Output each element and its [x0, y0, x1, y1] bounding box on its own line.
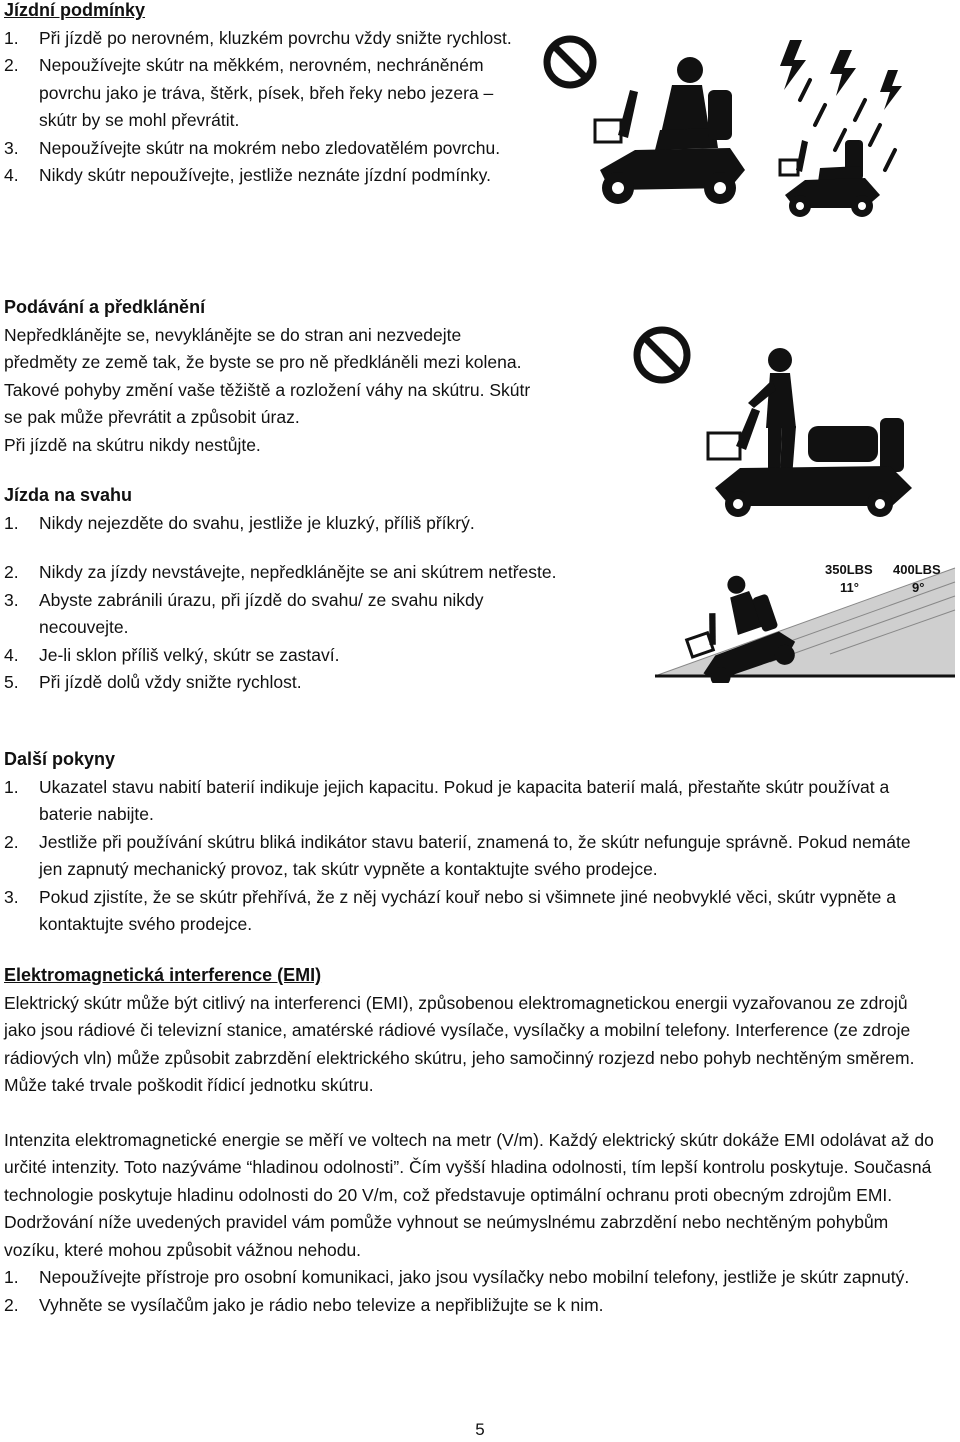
list-text: Nepoužívejte skútr na měkkém, nerovném, nechráněném povrchu jako je tráva, štěrk, písek, břeh řeky nebo jezera – skútr by se mohl převrátit. — [39, 55, 494, 130]
weight-label-b: 400LBS — [893, 562, 941, 577]
list-number: 2. — [4, 831, 19, 852]
list-text: Abyste zabránili úrazu, při jízdě do svahu/ ze svahu nikdy necouvejte. — [39, 589, 484, 637]
list-text: Při jízdě dolů vždy snižte rychlost. — [39, 672, 302, 692]
list-text: Nikdy skútr nepoužívejte, jestliže neznáte jízdní podmínky. — [39, 165, 491, 185]
slope-section — [4, 482, 604, 697]
leaning-section — [4, 294, 644, 459]
list-number: 2. — [4, 562, 19, 582]
list-item — [4, 559, 559, 587]
lightning-icon — [880, 70, 902, 110]
list-number: 3. — [4, 137, 19, 158]
list-text: Pokud zjistíte, že se skútr přehřívá, že z něj vychází kouř nebo si všimnete jiné neobvyklé věci, skútr vypněte a kontaktujte svého prodejce. — [39, 886, 896, 934]
list-item — [4, 1292, 934, 1320]
emi-section — [4, 962, 934, 1319]
text-line: Takové pohyby změní vaše těžiště a rozložení váhy na skútru. Skútr — [4, 379, 531, 400]
list-item — [4, 162, 524, 190]
list-text: Nepoužívejte skútr na mokrém nebo zledovatělém povrchu. — [39, 137, 501, 158]
text-line: Při jízdě na skútru nikdy nestůjte. — [4, 434, 261, 455]
list-item — [4, 642, 604, 670]
list-text: Nikdy nejezděte do svahu, jestliže je kluzký, příliš příkrý. — [39, 512, 475, 533]
list-number: 3. — [4, 589, 19, 610]
list-text: Je-li sklon příliš velký, skútr se zastaví. — [39, 644, 340, 665]
scooter-with-rider-icon — [595, 57, 745, 204]
list-item — [4, 829, 924, 884]
no-bad-weather-illustration — [540, 30, 920, 220]
slope-illustration — [650, 558, 960, 683]
other-section — [4, 746, 924, 939]
text-line: Nepředklánějte se, nevyklánějte se do stran ani nezvedejte — [4, 324, 462, 345]
list-text: Při jízdě po nerovném, kluzkém povrchu vždy snižte rychlost. — [39, 27, 512, 48]
list-number: 2. — [4, 55, 19, 75]
list-text: Vyhněte se vysílačům jako je rádio nebo televize a nepřibližujte se k nim. — [39, 1294, 604, 1315]
scooter-icon — [780, 140, 880, 217]
text-line: se pak může převrátit a způsobit úraz. — [4, 407, 300, 427]
spacer — [4, 1100, 934, 1127]
list-item — [4, 52, 524, 135]
weight-label-a: 350LBS — [825, 562, 873, 577]
riding-heading: Jízdní podmínky — [4, 0, 146, 20]
list-text: Nepoužívejte přístroje pro osobní komunikaci, jako jsou vysílačky nebo mobilní telefony, jestliže je skútr zapnutý. — [39, 1267, 910, 1287]
list-number: 4. — [4, 644, 19, 665]
list-text: Jestliže při používání skútru bliká indikátor stavu baterií, znamená to, že skútr nefunguje správně. Pokud nemáte jen zapnutý mechanický provoz, tak skútr vypněte a kontaktujte svého prodejce. — [39, 831, 911, 879]
list-number: 2. — [4, 1294, 19, 1315]
emi-paragraph: Intenzita elektromagnetické energie se měří ve voltech na metr (V/m). Každý elektrický skútr dokáže EMI odolávat až do určité intenzity. Toto nazýváme “hladinou odolnosti”. Čím vyšší hladina odolnosti, tím lepší kontrolu poskytuje. Současná technologie poskytuje hladinu odolnosti do 20 V/m, což představuje optimální ochranu proti obecným zdrojům EMI. — [4, 1129, 934, 1205]
lightning-icon — [830, 50, 856, 96]
list-text: Ukazatel stavu nabití baterií indikuje jejich kapacitu. Pokud je kapacita baterií malá, přestaňte skútr používat a baterie nabijte. — [39, 776, 890, 824]
list-number: 4. — [4, 165, 19, 185]
no-standing-illustration — [630, 318, 955, 518]
riding-section — [4, 0, 524, 190]
list-number: 1. — [4, 27, 19, 48]
list-item — [4, 774, 924, 829]
spacer — [4, 537, 604, 559]
list-number: 3. — [4, 886, 19, 907]
leaning-heading: Podávání a předklánění — [4, 297, 206, 317]
list-item — [4, 587, 559, 642]
list-item — [4, 25, 524, 53]
scooter-icon — [708, 408, 912, 517]
lightning-icon — [780, 40, 806, 90]
list-item — [4, 884, 924, 939]
page-number: 5 — [475, 1420, 485, 1439]
list-item — [4, 1264, 934, 1292]
text-line: předměty ze země tak, že byste se pro ně předkláněli mezi kolena. — [4, 352, 522, 372]
emi-paragraph: Dodržování níže uvedených pravidel vám pomůže vyhnout se neúmyslnému zabrzdění nebo nechtěným pohybům vozíku, které mohou způsobit vážnou nehodu. — [4, 1212, 889, 1260]
list-number: 1. — [4, 1267, 19, 1287]
list-item — [4, 669, 604, 697]
slope-heading: Jízda na svahu — [4, 485, 133, 505]
list-item — [4, 135, 524, 163]
list-number: 1. — [4, 776, 19, 797]
other-heading: Další pokyny — [4, 749, 116, 769]
list-number: 1. — [4, 512, 19, 533]
list-item — [4, 510, 604, 538]
list-number: 5. — [4, 672, 19, 692]
angle-label-a: 11° — [840, 580, 859, 595]
angle-label-b: 9° — [912, 580, 925, 595]
list-text: Nikdy za jízdy nevstávejte, nepředklánějte se ani skútrem netřeste. — [39, 562, 557, 582]
emi-heading: Elektromagnetická interference (EMI) — [4, 965, 322, 985]
emi-paragraph: Elektrický skútr může být citlivý na interferenci (EMI), způsobenou elektromagnetickou energii vyzařovanou ze zdrojů jako jsou rádiové či televizní stanice, amatérské rádiové vysílače, vysílačky a mobilní telefony. Interference (ze zdroje rádiových vln) může způsobit zabrzdění elektrického skútru, jeho samočinný rozjezd nebo pohyb nechtěným směrem. Může také trvale poškodit řídicí jednotku skútru. — [4, 992, 915, 1095]
